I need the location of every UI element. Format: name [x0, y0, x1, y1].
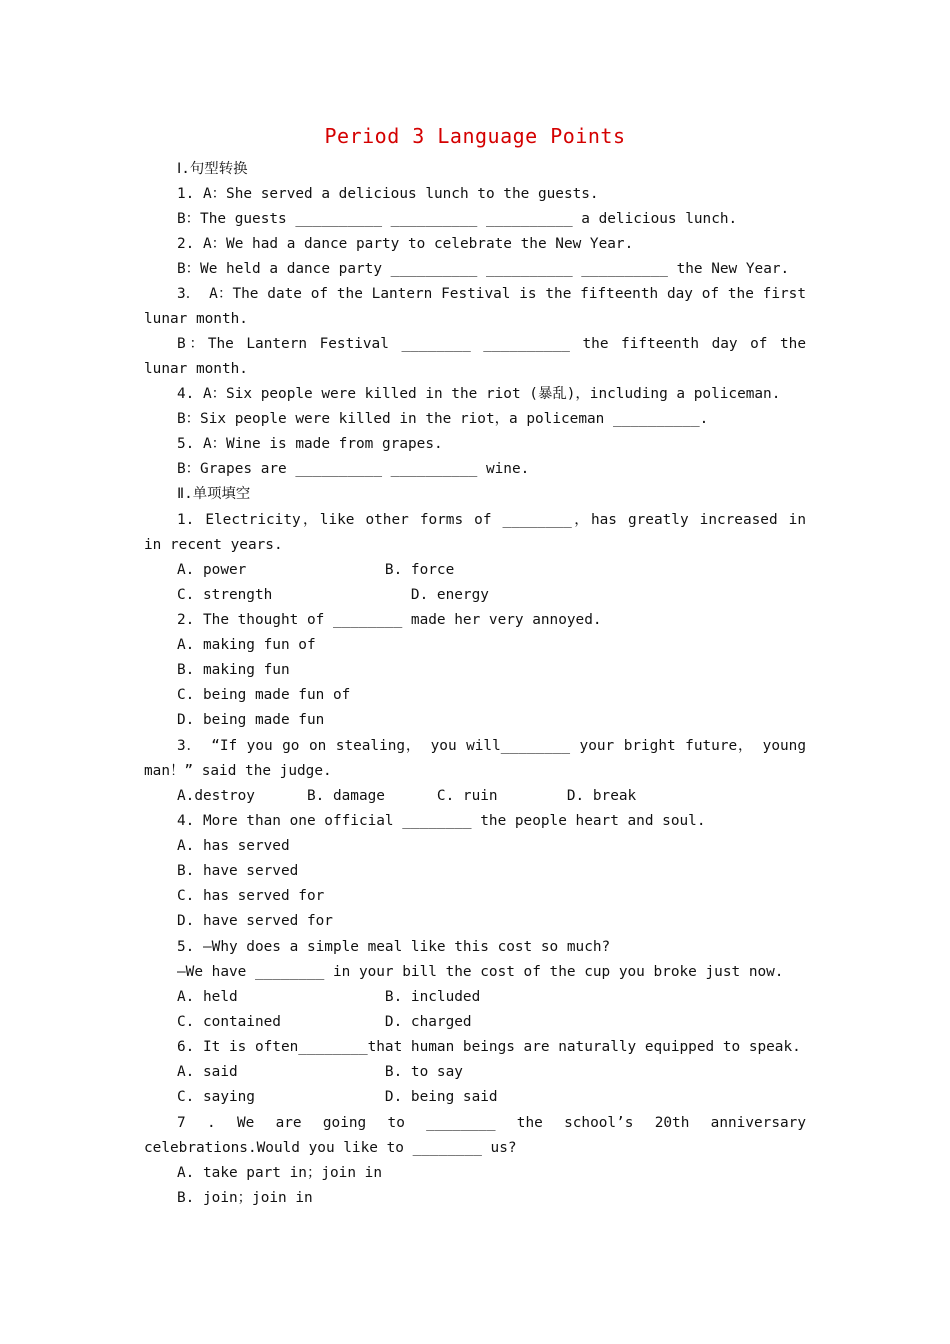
text-line: B：The guests __________ __________ __________ a delicious lunch.	[177, 211, 738, 227]
text-line: 1. A：She served a delicious lunch to the guests.	[177, 186, 599, 202]
text-line: 5. A：Wine is made from grapes.	[177, 436, 443, 452]
text-line: C. saying D. being said	[177, 1089, 498, 1105]
text-line: Ⅰ.句型转换	[177, 161, 248, 177]
text-line: B：Grapes are __________ __________ wine.	[177, 461, 530, 477]
text-line: C. has served for	[177, 888, 325, 904]
text-line: D. being made fun	[177, 712, 325, 728]
page-title: Period 3 Language Points	[324, 124, 626, 148]
text-line: 3． A：The date of the Lantern Festival is the fifteenth day of the first	[177, 286, 806, 302]
text-line: 4. A：Six people were killed in the riot (暴乱)，including a policeman.	[177, 386, 781, 402]
text-line: C. being made fun of	[177, 687, 351, 703]
text-line: 7 . We are going to ________ the school’s 20th anniversary	[177, 1115, 806, 1131]
text-line: A. making fun of	[177, 637, 316, 653]
text-line: A.destroy B. damage C. ruin D. break	[177, 788, 637, 804]
text-line: C. strength D. energy	[177, 587, 489, 603]
text-line: D. have served for	[177, 913, 333, 929]
text-line: B：Six people were killed in the riot，a policeman __________.	[177, 411, 709, 427]
text-line: B. have served	[177, 863, 299, 879]
text-line: Ⅱ.单项填空	[177, 486, 251, 502]
text-line: A. said B. to say	[177, 1064, 463, 1080]
text-line: 5. —Why does a simple meal like this cost so much?	[177, 939, 611, 955]
text-line: lunar month.	[144, 361, 248, 377]
text-line: B. join；join in	[177, 1190, 313, 1206]
text-line: 4. More than one official ________ the people heart and soul.	[177, 813, 706, 829]
text-line: celebrations.Would you like to ________ us?	[144, 1140, 517, 1156]
text-line: 1. Electricity，like other forms of ________，has greatly increased in	[177, 512, 806, 528]
text-line: 6. It is often________that human beings are naturally equipped to speak.	[177, 1039, 801, 1055]
text-line: 3． “If you go on stealing， you will________ your bright future， young	[177, 738, 806, 754]
text-line: A. take part in；join in	[177, 1165, 382, 1181]
text-line: B：We held a dance party __________ __________ __________ the New Year.	[177, 261, 790, 277]
text-line: 2. A：We had a dance party to celebrate the New Year.	[177, 236, 634, 252]
text-line: man！” said the judge.	[144, 763, 332, 779]
text-line: B：The Lantern Festival ________ __________ the fifteenth day of the	[177, 336, 806, 352]
text-line: A. held B. included	[177, 989, 481, 1005]
text-line: C. contained D. charged	[177, 1014, 472, 1030]
text-line: A. power B. force	[177, 562, 455, 578]
text-line: —We have ________ in your bill the cost of the cup you broke just now.	[177, 964, 784, 980]
text-line: 2. The thought of ________ made her very annoyed.	[177, 612, 602, 628]
text-line: B. making fun	[177, 662, 290, 678]
text-line: in recent years.	[144, 537, 283, 553]
text-line: A. has served	[177, 838, 290, 854]
text-line: lunar month.	[144, 311, 248, 327]
